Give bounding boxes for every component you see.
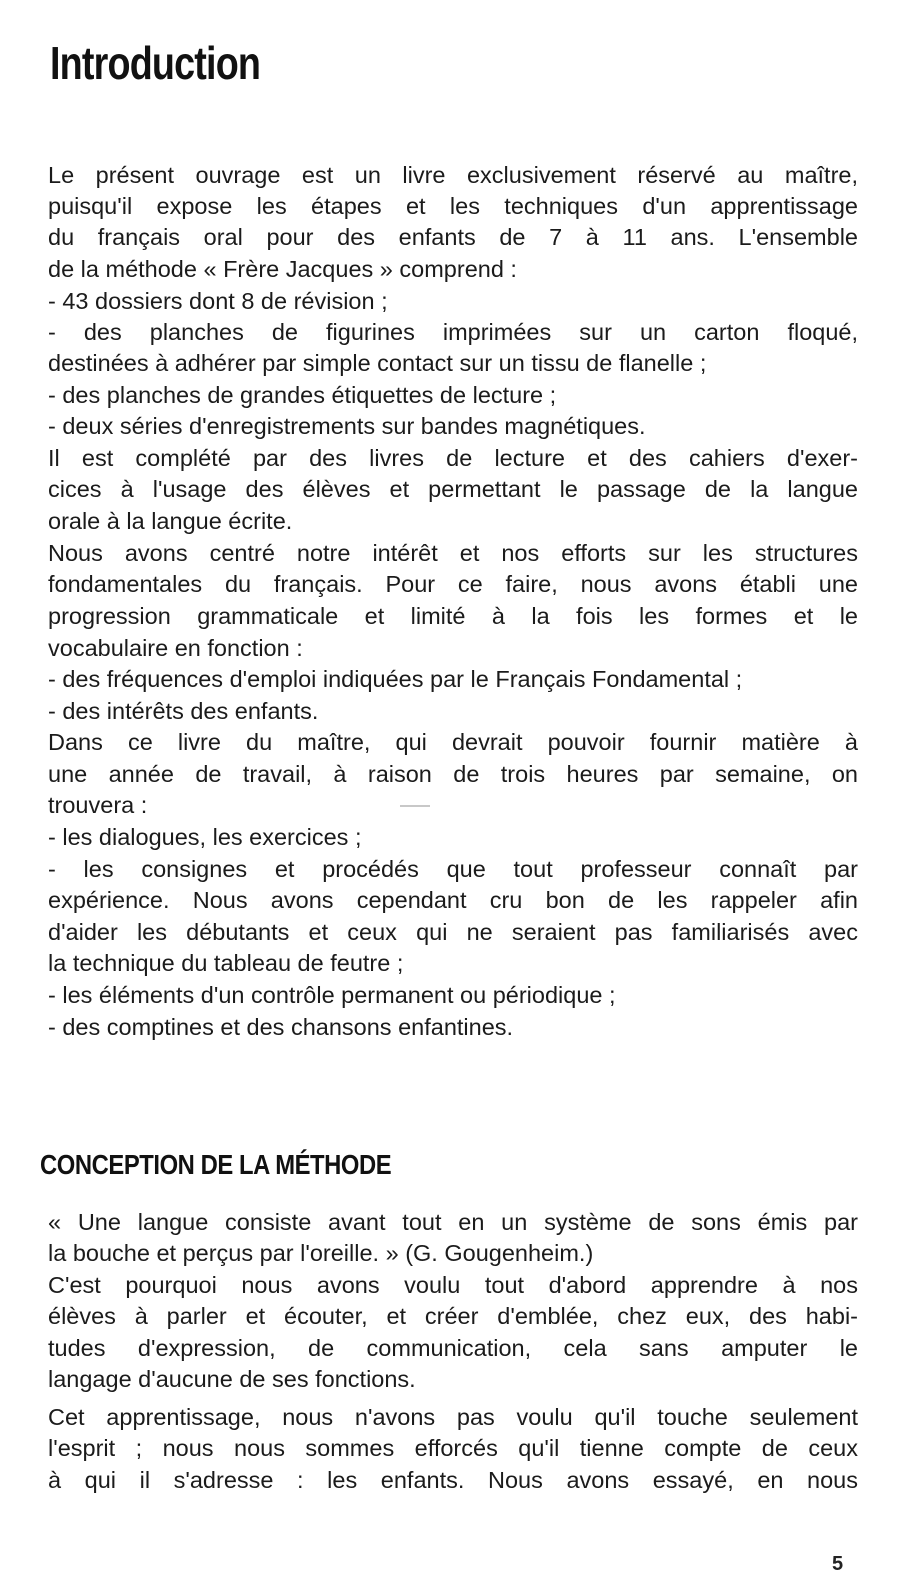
text-line: une année de travail, à raison de trois heures par semaine, on — [48, 761, 858, 787]
text-line: Il est complété par des livres de lecture et des cahiers d'exer- — [48, 445, 858, 471]
text-line: destinées à adhérer par simple contact sur un tissu de flanelle ; — [48, 350, 707, 376]
text-line: - des intérêts des enfants. — [48, 698, 319, 724]
text-line: Dans ce livre du maître, qui devrait pouvoir fournir matière à — [48, 729, 858, 755]
text-line: de la méthode « Frère Jacques » comprend : — [48, 256, 517, 282]
text-line: Le présent ouvrage est un livre exclusivement réservé au maître, — [48, 162, 858, 188]
text-line: - les consignes et procédés que tout professeur connaît par — [48, 856, 858, 882]
page-number: 5 — [832, 1553, 844, 1575]
text-line: élèves à parler et écouter, et créer d'emblée, chez eux, des habi- — [48, 1303, 858, 1329]
text-line: l'esprit ; nous nous sommes efforcés qu'il tienne compte de ceux — [48, 1435, 858, 1461]
text-line: du français oral pour des enfants de 7 à 11 ans. L'ensemble — [48, 224, 858, 250]
text-line: d'aider les débutants et ceux qui ne seraient pas familiarisés avec — [48, 919, 858, 945]
text-line: - les éléments d'un contrôle permanent ou périodique ; — [48, 982, 616, 1008]
text-line: « Une langue consiste avant tout en un système de sons émis par — [48, 1209, 858, 1235]
text-line: - des planches de grandes étiquettes de lecture ; — [48, 382, 557, 408]
text-line: - des fréquences d'emploi indiquées par le Français Fondamental ; — [48, 666, 743, 692]
text-line: la technique du tableau de feutre ; — [48, 950, 404, 976]
text-line: orale à la langue écrite. — [48, 508, 293, 534]
text-line: C'est pourquoi nous avons voulu tout d'abord apprendre à nos — [48, 1272, 858, 1298]
text-line: expérience. Nous avons cependant cru bon de les rappeler afin — [48, 887, 858, 913]
text-line: langage d'aucune de ses fonctions. — [48, 1366, 416, 1392]
text-line: trouvera : — [48, 792, 148, 818]
section-heading: CONCEPTION DE LA MÉTHODE — [40, 1149, 392, 1180]
text-line: - les dialogues, les exercices ; — [48, 824, 362, 850]
text-line: puisqu'il expose les étapes et les techniques d'un apprentissage — [48, 193, 858, 219]
text-line: fondamentales du français. Pour ce faire, nous avons établi une — [48, 571, 858, 597]
text-line: - des planches de figurines imprimées sur un carton floqué, — [48, 319, 858, 345]
text-line: vocabulaire en fonction : — [48, 635, 303, 661]
text-line: - deux séries d'enregistrements sur bandes magnétiques. — [48, 413, 646, 439]
text-line: - 43 dossiers dont 8 de révision ; — [48, 288, 388, 314]
text-line: la bouche et perçus par l'oreille. » (G. Gougenheim.) — [48, 1240, 594, 1266]
page-title: Introduction — [50, 37, 261, 89]
text-line: Cet apprentissage, nous n'avons pas voulu qu'il touche seulement — [48, 1404, 858, 1430]
text-line: - des comptines et des chansons enfantines. — [48, 1014, 514, 1040]
text-line: progression grammaticale et limité à la fois les formes et le — [48, 603, 858, 629]
text-line: à qui il s'adresse : les enfants. Nous avons essayé, en nous — [48, 1467, 858, 1493]
text-line: cices à l'usage des élèves et permettant le passage de la langue — [48, 476, 858, 502]
text-line: tudes d'expression, de communication, cela sans amputer le — [48, 1335, 858, 1361]
scan-speck — [400, 805, 430, 807]
text-line: Nous avons centré notre intérêt et nos efforts sur les structures — [48, 540, 858, 566]
